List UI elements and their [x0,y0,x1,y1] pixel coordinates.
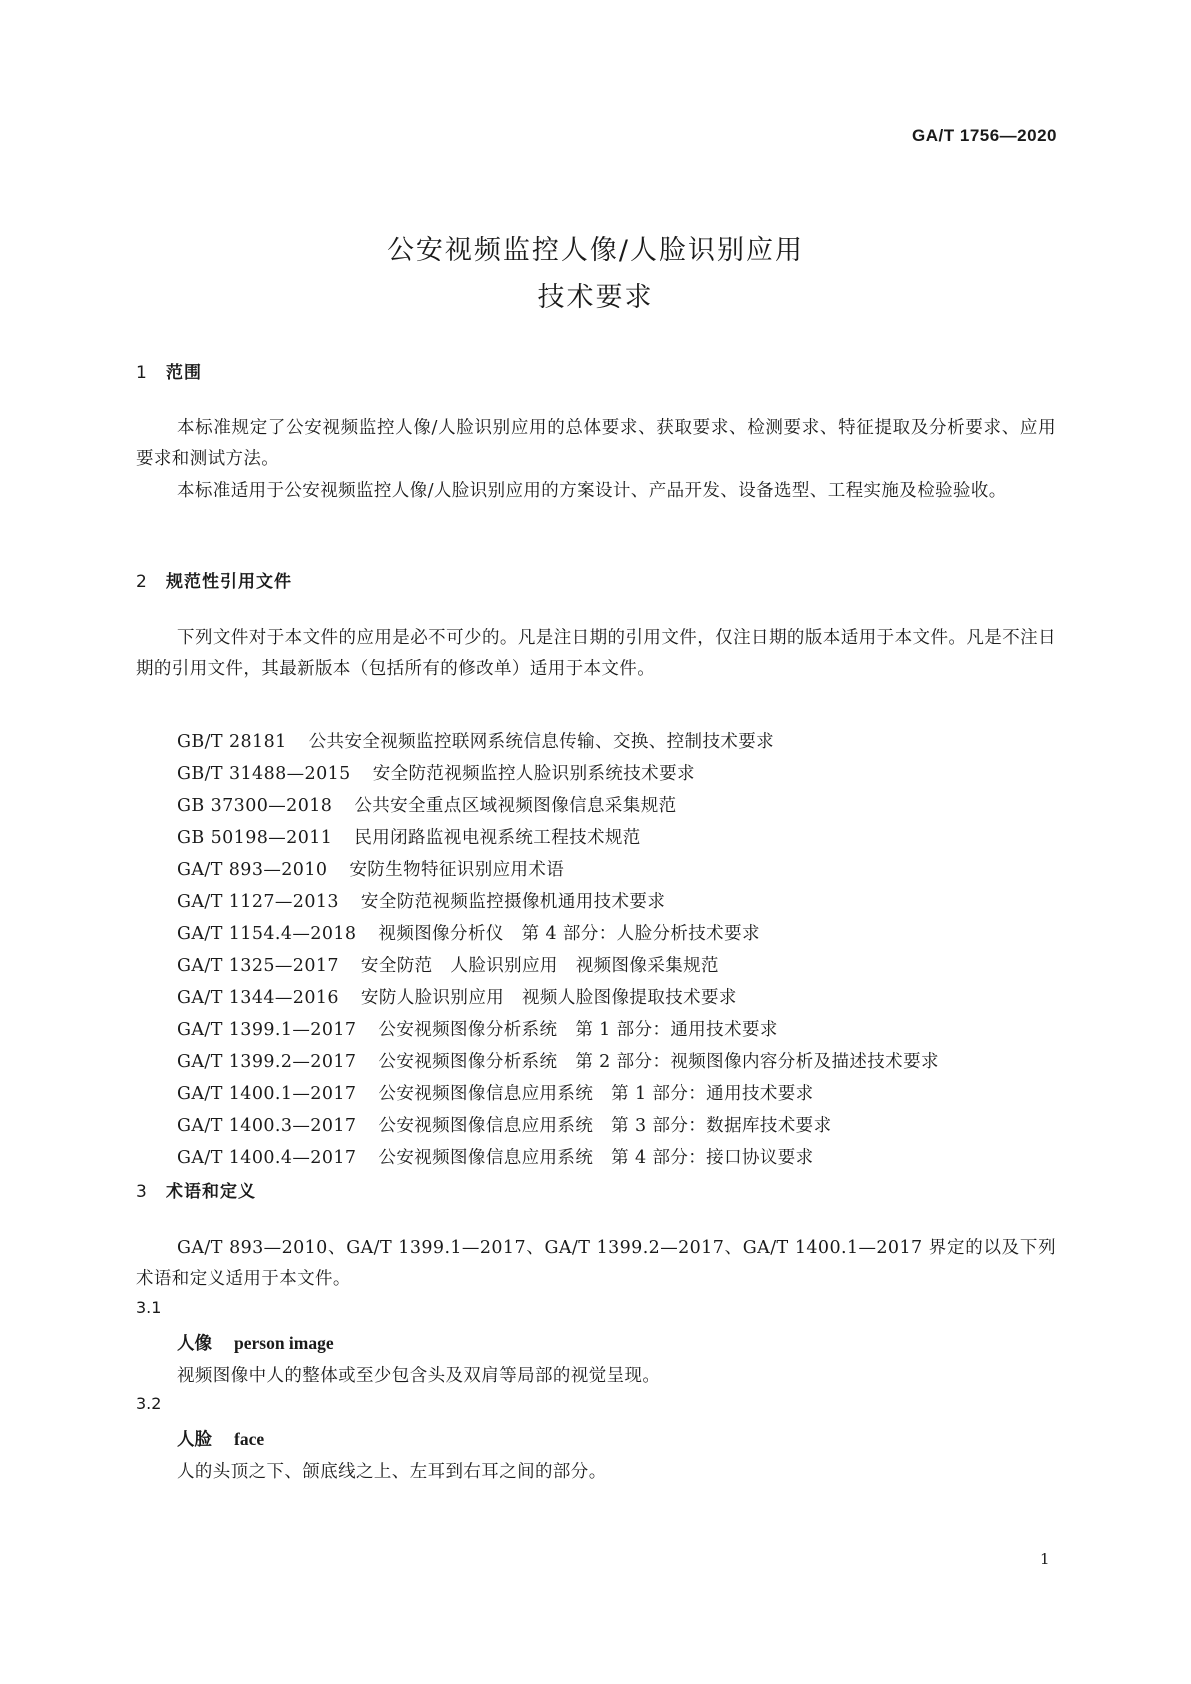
section-heading-scope [136,358,202,383]
terms-intro-paragraph: GA/T 893—2010、GA/T 1399.1—2017、GA/T 1399.2—2017、GA/T 1400.1—2017 界定的以及下列术语和定义适用于本文件。 [136,1238,1056,1289]
term-definition: 视频图像中人的整体或至少包含头及双肩等局部的视觉呈现。 [177,1366,661,1386]
section-title: 术语和定义 [166,1182,256,1202]
scope-paragraph-1: 本标准规定了公安视频监控人像/人脸识别应用的总体要求、获取要求、检测要求、特征提取及分析要求、应用要求和测试方法。 [136,418,1056,469]
term-name-zh: 人像 [177,1334,212,1354]
reference-title: 公共安全重点区域视频图像信息采集规范 [354,796,677,816]
references-intro-paragraph: 下列文件对于本文件的应用是必不可少的。凡是注日期的引用文件，仅注日期的版本适用于本文件。凡是不注日期的引用文件，其最新版本（包括所有的修改单）适用于本文件。 [136,628,1056,679]
term-name-en: face [234,1429,265,1449]
section-title: 范围 [166,363,202,383]
term-number: 3.1 [136,1298,162,1317]
reference-item [177,758,939,790]
reference-item [177,726,939,758]
reference-title: 安全防范视频监控摄像机通用技术要求 [360,892,666,912]
reference-item [177,1014,939,1046]
section-title: 规范性引用文件 [166,572,292,592]
section-number: 2 [136,572,148,592]
reference-title: 安全防范 人脸识别应用 视频图像采集规范 [360,956,719,976]
reference-item [177,822,939,854]
reference-item [177,982,939,1014]
scope-paragraph-2: 本标准适用于公安视频监控人像/人脸识别应用的方案设计、产品开发、设备选型、工程实施及检验验收。 [177,481,1007,501]
term-number: 3.2 [136,1394,162,1413]
reference-title: 安防生物特征识别应用术语 [349,860,565,880]
reference-item [177,1110,939,1142]
reference-code: GB 50198—2011 [177,828,333,848]
reference-code: GA/T 1400.3—2017 [177,1116,357,1136]
reference-code: GB/T 31488—2015 [177,764,351,784]
reference-code: GA/T 1400.4—2017 [177,1148,357,1168]
reference-title: 公共安全视频监控联网系统信息传输、交换、控制技术要求 [308,732,775,752]
reference-item [177,854,939,886]
term-name [177,1426,264,1451]
section-number: 3 [136,1182,148,1202]
document-title-line2: 技术要求 [537,282,654,313]
document-title-line1: 公安视频监控人像/人脸识别应用 [386,235,805,266]
reference-code: GA/T 1400.1—2017 [177,1084,357,1104]
reference-item [177,1046,939,1078]
reference-title: 安全防范视频监控人脸识别系统技术要求 [372,764,695,784]
term-name-zh: 人脸 [177,1430,212,1450]
reference-item [177,1142,939,1174]
reference-title: 视频图像分析仪 第 4 部分：人脸分析技术要求 [378,924,760,944]
standard-code: GA/T 1756—2020 [912,126,1057,145]
reference-title: 公安视频图像分析系统 第 1 部分：通用技术要求 [378,1020,778,1040]
reference-item [177,1078,939,1110]
term-definition: 人的头顶之下、颌底线之上、左耳到右耳之间的部分。 [177,1462,607,1482]
reference-code: GA/T 1344—2016 [177,988,339,1008]
section-number: 1 [136,363,148,383]
reference-code: GA/T 1325—2017 [177,956,339,976]
reference-code: GB 37300—2018 [177,796,333,816]
reference-title: 公安视频图像信息应用系统 第 3 部分：数据库技术要求 [378,1116,832,1136]
term-name [177,1330,334,1355]
reference-list [177,726,939,1174]
reference-title: 公安视频图像分析系统 第 2 部分：视频图像内容分析及描述技术要求 [378,1052,939,1072]
reference-item [177,918,939,950]
reference-code: GA/T 1399.1—2017 [177,1020,357,1040]
reference-code: GA/T 1127—2013 [177,892,339,912]
reference-title: 安防人脸识别应用 视频人脸图像提取技术要求 [360,988,737,1008]
reference-title: 公安视频图像信息应用系统 第 1 部分：通用技术要求 [378,1084,814,1104]
page-number: 1 [1040,1550,1050,1568]
reference-item [177,790,939,822]
section-heading-terms-definitions [136,1177,256,1202]
reference-code: GB/T 28181 [177,732,287,752]
reference-title: 民用闭路监视电视系统工程技术规范 [354,828,641,848]
section-heading-normative-references [136,567,292,592]
term-name-en: person image [234,1333,334,1353]
reference-code: GA/T 1399.2—2017 [177,1052,357,1072]
reference-code: GA/T 893—2010 [177,860,328,880]
reference-title: 公安视频图像信息应用系统 第 4 部分：接口协议要求 [378,1148,814,1168]
reference-item [177,950,939,982]
reference-code: GA/T 1154.4—2018 [177,924,357,944]
reference-item [177,886,939,918]
